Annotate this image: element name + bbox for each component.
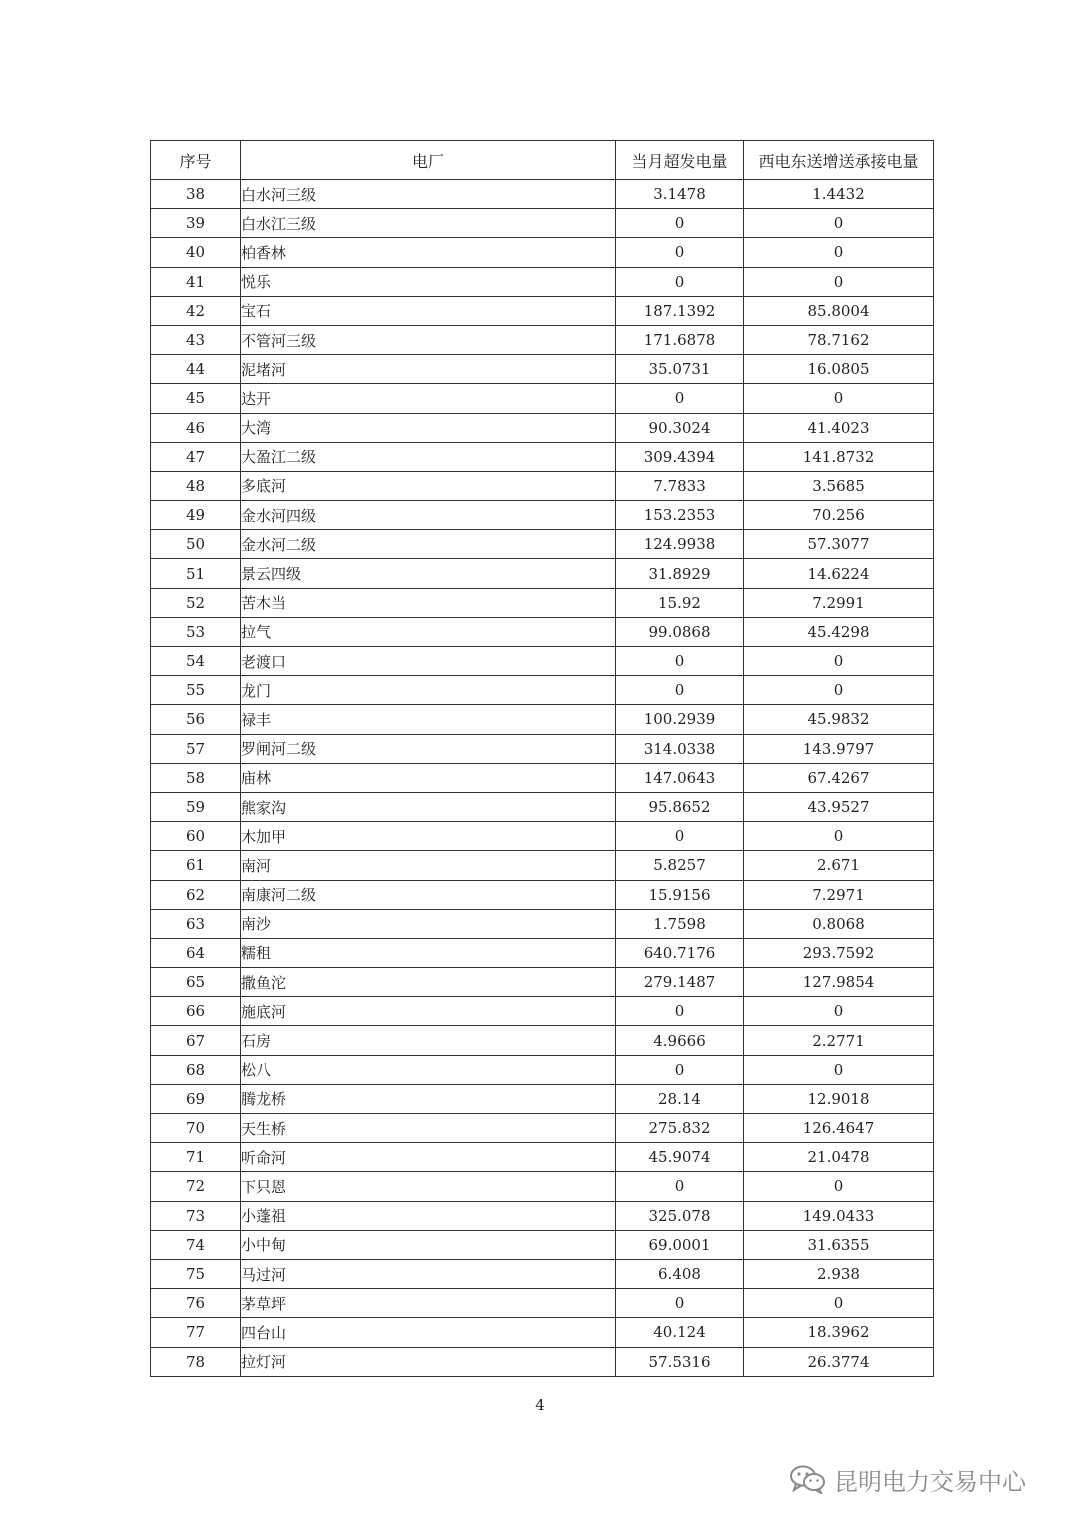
overgen-cell: 0 (616, 384, 744, 413)
serial-cell: 58 (151, 763, 241, 792)
table-row (151, 1084, 934, 1113)
serial-cell: 65 (151, 968, 241, 997)
table-row (151, 501, 934, 530)
plant-name-cell: 石房 (241, 1026, 616, 1055)
west-east-cell: 2.2771 (744, 1026, 934, 1055)
west-east-cell: 2.671 (744, 851, 934, 880)
serial-cell: 69 (151, 1084, 241, 1113)
overgen-cell: 31.8929 (616, 559, 744, 588)
plant-name-cell: 景云四级 (241, 559, 616, 588)
serial-cell: 54 (151, 647, 241, 676)
table-row (151, 413, 934, 442)
plant-name-cell: 南沙 (241, 909, 616, 938)
plant-name-cell: 白水河三级 (241, 180, 616, 209)
table-row (151, 880, 934, 909)
overgen-cell: 0 (616, 997, 744, 1026)
plant-name-cell: 施底河 (241, 997, 616, 1026)
overgen-cell: 147.0643 (616, 763, 744, 792)
plant-name-cell: 大湾 (241, 413, 616, 442)
serial-cell: 59 (151, 792, 241, 821)
plant-name-cell: 悦乐 (241, 267, 616, 296)
serial-cell: 71 (151, 1143, 241, 1172)
overgen-cell: 69.0001 (616, 1230, 744, 1259)
west-east-cell: 14.6224 (744, 559, 934, 588)
table-row (151, 530, 934, 559)
table-row (151, 647, 934, 676)
west-east-cell: 0 (744, 238, 934, 267)
header-serial: 序号 (151, 141, 241, 180)
table-row (151, 938, 934, 967)
table-row (151, 1259, 934, 1288)
overgen-cell: 40.124 (616, 1318, 744, 1347)
overgen-cell: 325.078 (616, 1201, 744, 1230)
plant-name-cell: 下只恩 (241, 1172, 616, 1201)
serial-cell: 50 (151, 530, 241, 559)
header-plant: 电厂 (241, 141, 616, 180)
overgen-cell: 314.0338 (616, 734, 744, 763)
serial-cell: 67 (151, 1026, 241, 1055)
overgen-cell: 0 (616, 267, 744, 296)
serial-cell: 70 (151, 1114, 241, 1143)
table-row (151, 851, 934, 880)
table-row (151, 822, 934, 851)
west-east-cell: 126.4647 (744, 1114, 934, 1143)
plant-name-cell: 糯租 (241, 938, 616, 967)
table-row (151, 617, 934, 646)
overgen-cell: 4.9666 (616, 1026, 744, 1055)
wechat-icon (788, 1464, 826, 1494)
serial-cell: 76 (151, 1289, 241, 1318)
west-east-cell: 45.9832 (744, 705, 934, 734)
plant-name-cell: 苦木当 (241, 588, 616, 617)
west-east-cell: 0 (744, 676, 934, 705)
table-row (151, 676, 934, 705)
west-east-cell: 0 (744, 822, 934, 851)
plant-name-cell: 宝石 (241, 296, 616, 325)
table-row (151, 1055, 934, 1084)
plant-name-cell: 熊家沟 (241, 792, 616, 821)
table-row (151, 1318, 934, 1347)
plant-name-cell: 老渡口 (241, 647, 616, 676)
plant-name-cell: 柏香林 (241, 238, 616, 267)
serial-cell: 44 (151, 355, 241, 384)
table-body (151, 180, 934, 1377)
plant-name-cell: 金水河二级 (241, 530, 616, 559)
plant-name-cell: 拉气 (241, 617, 616, 646)
plant-name-cell: 听命河 (241, 1143, 616, 1172)
serial-cell: 77 (151, 1318, 241, 1347)
power-plant-table (150, 140, 934, 1377)
west-east-cell: 0 (744, 997, 934, 1026)
plant-name-cell: 撒鱼沱 (241, 968, 616, 997)
serial-cell: 62 (151, 880, 241, 909)
west-east-cell: 2.938 (744, 1259, 934, 1288)
plant-name-cell: 金水河四级 (241, 501, 616, 530)
west-east-cell: 45.4298 (744, 617, 934, 646)
table-row (151, 1347, 934, 1376)
west-east-cell: 31.6355 (744, 1230, 934, 1259)
plant-name-cell: 小中甸 (241, 1230, 616, 1259)
serial-cell: 43 (151, 325, 241, 354)
table-row (151, 442, 934, 471)
serial-cell: 66 (151, 997, 241, 1026)
table-row (151, 559, 934, 588)
plant-name-cell: 小蓬祖 (241, 1201, 616, 1230)
serial-cell: 42 (151, 296, 241, 325)
west-east-cell: 141.8732 (744, 442, 934, 471)
plant-name-cell: 大盈江二级 (241, 442, 616, 471)
overgen-cell: 0 (616, 676, 744, 705)
plant-name-cell: 四台山 (241, 1318, 616, 1347)
plant-name-cell: 拉灯河 (241, 1347, 616, 1376)
west-east-cell: 70.256 (744, 501, 934, 530)
serial-cell: 73 (151, 1201, 241, 1230)
overgen-cell: 6.408 (616, 1259, 744, 1288)
west-east-cell: 26.3774 (744, 1347, 934, 1376)
plant-name-cell: 泥堵河 (241, 355, 616, 384)
plant-name-cell: 松八 (241, 1055, 616, 1084)
plant-name-cell: 禄丰 (241, 705, 616, 734)
serial-cell: 41 (151, 267, 241, 296)
table-row (151, 471, 934, 500)
overgen-cell: 0 (616, 1172, 744, 1201)
plant-name-cell: 腾龙桥 (241, 1084, 616, 1113)
table-row (151, 1143, 934, 1172)
west-east-cell: 16.0805 (744, 355, 934, 384)
serial-cell: 52 (151, 588, 241, 617)
west-east-cell: 0.8068 (744, 909, 934, 938)
west-east-cell: 57.3077 (744, 530, 934, 559)
overgen-cell: 0 (616, 647, 744, 676)
overgen-cell: 279.1487 (616, 968, 744, 997)
table-row (151, 355, 934, 384)
table-row (151, 1026, 934, 1055)
table-row (151, 588, 934, 617)
overgen-cell: 0 (616, 1289, 744, 1318)
plant-name-cell: 不管河三级 (241, 325, 616, 354)
overgen-cell: 153.2353 (616, 501, 744, 530)
serial-cell: 46 (151, 413, 241, 442)
overgen-cell: 171.6878 (616, 325, 744, 354)
table-row (151, 1114, 934, 1143)
overgen-cell: 124.9938 (616, 530, 744, 559)
overgen-cell: 15.92 (616, 588, 744, 617)
plant-name-cell: 白水江三级 (241, 209, 616, 238)
overgen-cell: 187.1392 (616, 296, 744, 325)
plant-name-cell: 马过河 (241, 1259, 616, 1288)
serial-cell: 68 (151, 1055, 241, 1084)
overgen-cell: 45.9074 (616, 1143, 744, 1172)
west-east-cell: 0 (744, 1172, 934, 1201)
west-east-cell: 149.0433 (744, 1201, 934, 1230)
overgen-cell: 0 (616, 822, 744, 851)
table-row (151, 1201, 934, 1230)
west-east-cell: 0 (744, 267, 934, 296)
west-east-cell: 3.5685 (744, 471, 934, 500)
table-row (151, 909, 934, 938)
serial-cell: 49 (151, 501, 241, 530)
west-east-cell: 127.9854 (744, 968, 934, 997)
overgen-cell: 28.14 (616, 1084, 744, 1113)
overgen-cell: 309.4394 (616, 442, 744, 471)
serial-cell: 74 (151, 1230, 241, 1259)
table-row (151, 792, 934, 821)
west-east-cell: 293.7592 (744, 938, 934, 967)
west-east-cell: 78.7162 (744, 325, 934, 354)
table-row (151, 1230, 934, 1259)
west-east-cell: 21.0478 (744, 1143, 934, 1172)
overgen-cell: 35.0731 (616, 355, 744, 384)
overgen-cell: 99.0868 (616, 617, 744, 646)
west-east-cell: 0 (744, 209, 934, 238)
west-east-cell: 7.2991 (744, 588, 934, 617)
serial-cell: 64 (151, 938, 241, 967)
west-east-cell: 12.9018 (744, 1084, 934, 1113)
table-row (151, 296, 934, 325)
plant-name-cell: 天生桥 (241, 1114, 616, 1143)
west-east-cell: 18.3962 (744, 1318, 934, 1347)
table-row (151, 238, 934, 267)
serial-cell: 53 (151, 617, 241, 646)
table-row (151, 267, 934, 296)
table-row (151, 763, 934, 792)
header-overgen: 当月超发电量 (616, 141, 744, 180)
serial-cell: 56 (151, 705, 241, 734)
plant-name-cell: 多底河 (241, 471, 616, 500)
overgen-cell: 100.2939 (616, 705, 744, 734)
table-header-row (151, 141, 934, 180)
overgen-cell: 640.7176 (616, 938, 744, 967)
serial-cell: 51 (151, 559, 241, 588)
serial-cell: 39 (151, 209, 241, 238)
plant-name-cell: 罗闸河二级 (241, 734, 616, 763)
west-east-cell: 0 (744, 384, 934, 413)
watermark (788, 1462, 1026, 1496)
serial-cell: 45 (151, 384, 241, 413)
plant-name-cell: 木加甲 (241, 822, 616, 851)
west-east-cell: 143.9797 (744, 734, 934, 763)
header-west-east: 西电东送增送承接电量 (744, 141, 934, 180)
serial-cell: 47 (151, 442, 241, 471)
overgen-cell: 1.7598 (616, 909, 744, 938)
overgen-cell: 3.1478 (616, 180, 744, 209)
plant-name-cell: 茅草坪 (241, 1289, 616, 1318)
west-east-cell: 0 (744, 1055, 934, 1084)
serial-cell: 61 (151, 851, 241, 880)
table-row (151, 325, 934, 354)
table-row (151, 968, 934, 997)
overgen-cell: 275.832 (616, 1114, 744, 1143)
overgen-cell: 5.8257 (616, 851, 744, 880)
overgen-cell: 15.9156 (616, 880, 744, 909)
serial-cell: 55 (151, 676, 241, 705)
overgen-cell: 57.5316 (616, 1347, 744, 1376)
table-row (151, 1289, 934, 1318)
plant-name-cell: 南河 (241, 851, 616, 880)
serial-cell: 40 (151, 238, 241, 267)
west-east-cell: 85.8004 (744, 296, 934, 325)
plant-name-cell: 南康河二级 (241, 880, 616, 909)
page-number: 4 (535, 1396, 545, 1414)
overgen-cell: 0 (616, 1055, 744, 1084)
watermark-text: 昆明电力交易中心 (834, 1467, 1026, 1496)
west-east-cell: 1.4432 (744, 180, 934, 209)
overgen-cell: 95.8652 (616, 792, 744, 821)
serial-cell: 75 (151, 1259, 241, 1288)
serial-cell: 63 (151, 909, 241, 938)
west-east-cell: 41.4023 (744, 413, 934, 442)
serial-cell: 60 (151, 822, 241, 851)
table-row (151, 1172, 934, 1201)
west-east-cell: 7.2971 (744, 880, 934, 909)
serial-cell: 78 (151, 1347, 241, 1376)
plant-name-cell: 达开 (241, 384, 616, 413)
table-row (151, 180, 934, 209)
west-east-cell: 0 (744, 1289, 934, 1318)
west-east-cell: 43.9527 (744, 792, 934, 821)
serial-cell: 48 (151, 471, 241, 500)
table-row (151, 384, 934, 413)
overgen-cell: 7.7833 (616, 471, 744, 500)
overgen-cell: 0 (616, 238, 744, 267)
serial-cell: 38 (151, 180, 241, 209)
plant-name-cell: 龙门 (241, 676, 616, 705)
table-row (151, 705, 934, 734)
west-east-cell: 67.4267 (744, 763, 934, 792)
plant-name-cell: 庙林 (241, 763, 616, 792)
overgen-cell: 90.3024 (616, 413, 744, 442)
table-row (151, 997, 934, 1026)
table-row (151, 209, 934, 238)
west-east-cell: 0 (744, 647, 934, 676)
serial-cell: 57 (151, 734, 241, 763)
table-row (151, 734, 934, 763)
overgen-cell: 0 (616, 209, 744, 238)
serial-cell: 72 (151, 1172, 241, 1201)
